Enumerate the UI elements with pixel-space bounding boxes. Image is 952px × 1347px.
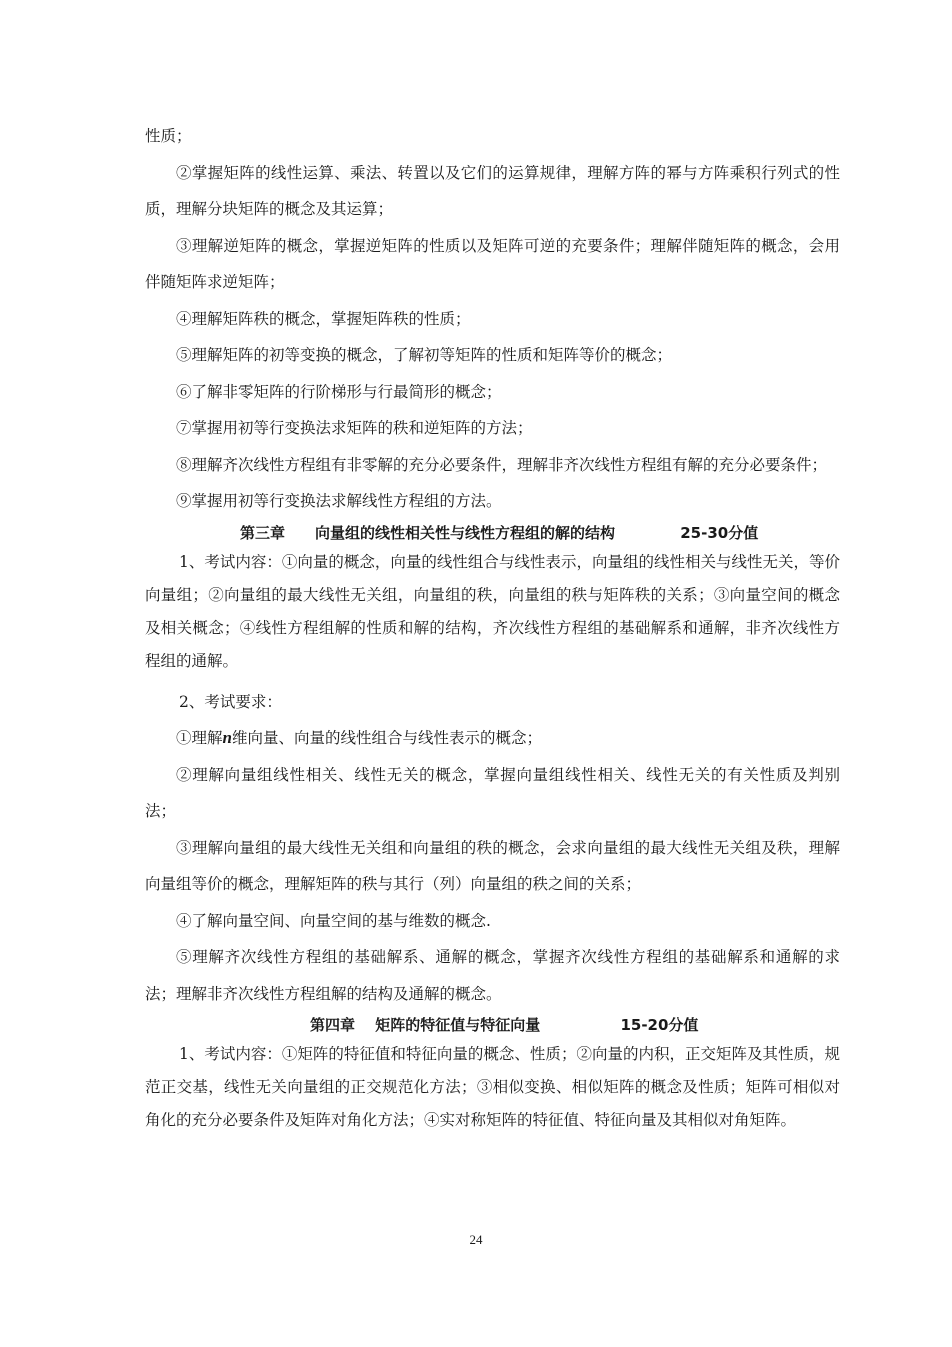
chapter3-title: 第三章 向量组的线性相关性与线性方程组的解的结构 25-30分值 — [240, 523, 759, 542]
requirement-item: ⑨掌握用初等行变换法求解线性方程组的方法。 — [176, 492, 502, 510]
requirement-item: ⑦掌握用初等行变换法求矩阵的秩和逆矩阵的方法； — [176, 419, 533, 437]
requirement-item: ⑤理解齐次线性方程组的基础解系、通解的概念，掌握齐次线性方程组的基础解系和通解的求法；理解非齐次线性方程组解的结构及通解的概念。 — [145, 948, 840, 1003]
requirement-text: 维向量、向量的线性组合与线性表示的概念； — [231, 729, 542, 747]
paragraph: 性质； — [145, 127, 192, 145]
requirement-item: ②理解向量组线性相关、线性无关的概念，掌握向量组线性相关、线性无关的有关性质及判别法； — [145, 765, 840, 820]
requirement-item: ④理解矩阵秩的概念，掌握矩阵秩的性质； — [176, 309, 471, 328]
requirement-item: ②掌握矩阵的线性运算、乘法、转置以及它们的运算规律，理解方阵的幂与方阵乘积行列式的性质，理解分块矩阵的概念及其运算； — [145, 163, 840, 218]
requirement-item — [145, 720, 840, 757]
requirement-item: ⑥了解非零矩阵的行阶梯形与行最简形的概念； — [176, 382, 502, 401]
requirement-item: ③理解向量组的最大线性无关组和向量组的秩的概念，会求向量组的最大线性无关组及秩，理解向量组等价的概念，理解矩阵的秩与其行（列）向量组的秩之间的关系； — [145, 838, 840, 893]
requirement-item: ③理解逆矩阵的概念，掌握逆矩阵的性质以及矩阵可逆的充要条件；理解伴随矩阵的概念，会用伴随矩阵求逆矩阵； — [145, 236, 840, 291]
math-variable: n — [222, 728, 232, 747]
requirement-text: ①理解 — [176, 729, 223, 747]
chapter4-exam-content: 1、考试内容：①矩阵的特征值和特征向量的概念、性质；②向量的内积，正交矩阵及其性质，规范正交基，线性无关向量组的正交规范化方法；③相似变换、相似矩阵的概念及性质；矩阵可相似对角化的充分必要条件及矩阵对角化方法；④实对称矩阵的特征值、特征向量及其相似对角矩阵。 — [145, 1045, 840, 1129]
requirement-item: ④了解向量空间、向量空间的基与维数的概念. — [176, 911, 491, 930]
chapter3-exam-content: 1、考试内容：①向量的概念，向量的线性组合与线性表示，向量组的线性相关与线性无关，等价向量组；②向量组的最大线性无关组，向量组的秩，向量组的秩与矩阵秩的关系；③向量空间的概念及相关概念；④线性方程组解的性质和解的结构，齐次线性方程组的基础解系和通解，非齐次线性方程组的通解。 — [145, 552, 840, 670]
requirement-item: ⑧理解齐次线性方程组有非零解的充分必要条件，理解非齐次线性方程组有解的充分必要条件； — [176, 455, 828, 474]
page-content — [145, 118, 840, 1137]
requirement-item: ⑤理解矩阵的初等变换的概念，了解初等矩阵的性质和矩阵等价的概念； — [176, 346, 673, 364]
chapter4-title: 第四章 矩阵的特征值与特征向量 15-20分值 — [310, 1016, 699, 1034]
chapter3-exam-requirements-heading: 2、考试要求： — [179, 692, 282, 711]
page-number: 24 — [469, 1232, 483, 1247]
